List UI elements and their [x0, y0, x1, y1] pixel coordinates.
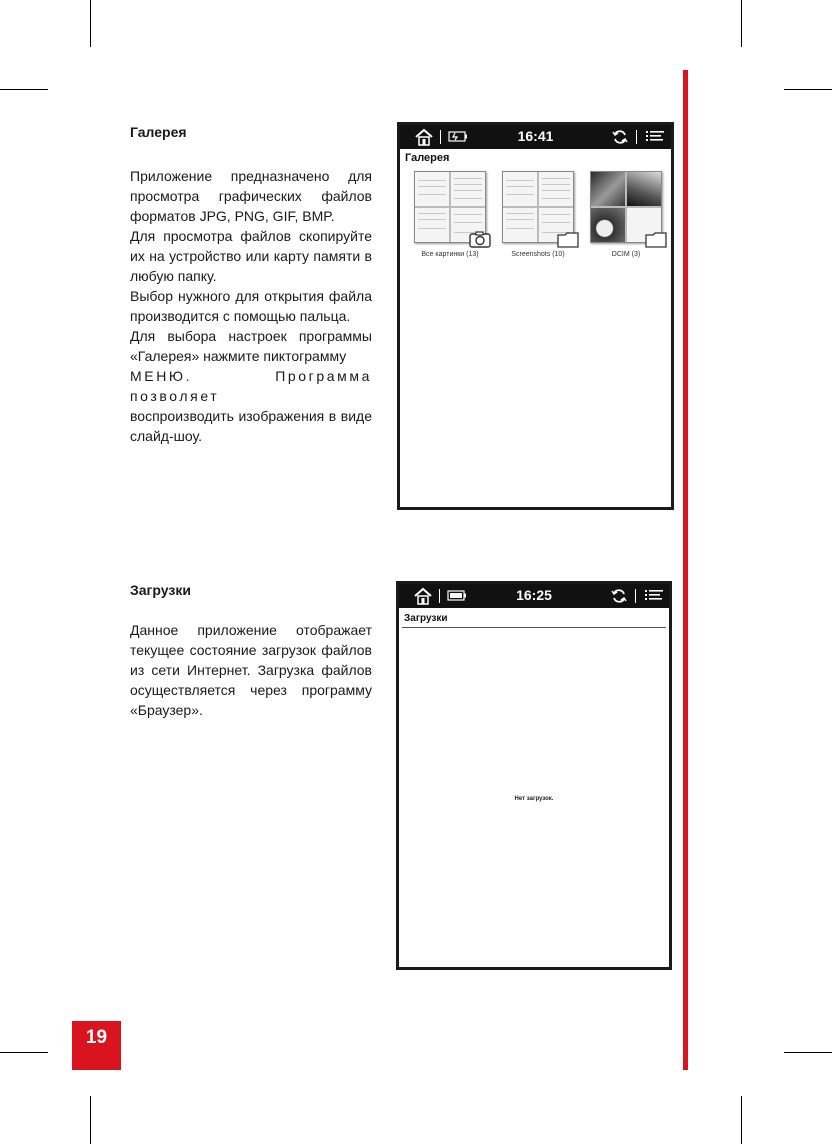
downloads-screenshot	[396, 581, 672, 970]
menu-icon[interactable]	[646, 130, 664, 144]
status-bar	[400, 125, 671, 149]
album-dcim[interactable]	[590, 171, 662, 258]
album-thumbnail	[502, 171, 574, 243]
crop-mark	[0, 89, 48, 90]
thumb-cell	[539, 172, 573, 206]
section-text-gallery	[130, 166, 372, 446]
album-label: DCIM (3)	[611, 251, 641, 258]
thumb-cell	[591, 172, 625, 206]
paragraph: МЕНЮ. Программа позволяет	[130, 368, 372, 404]
crop-mark	[0, 1052, 48, 1053]
album-thumbnail	[414, 171, 486, 243]
clock: 16:25	[516, 587, 552, 603]
album-label: Screenshots (10)	[511, 251, 565, 258]
divider	[636, 130, 637, 144]
paragraph: Приложение предназначено для просмотра графических файлов форматов JPG, PNG, GIF, BMP.	[130, 168, 372, 224]
crop-mark	[90, 0, 91, 47]
paragraph: Для просмотра файлов скопируйте их на устройство или карту памяти в любую папку.	[130, 228, 372, 284]
app-title: Галерея	[405, 152, 450, 164]
section-heading-gallery: Галерея	[130, 124, 187, 140]
paragraph: Данное приложение отображает текущее состояние загрузок файлов из сети Интернет. Загрузка файлов осуществляется через программу «Браузер».	[130, 622, 372, 718]
thumb-cell	[591, 208, 625, 242]
status-bar	[399, 584, 669, 608]
album-label: Все картинки (13)	[421, 251, 479, 258]
thumb-cell	[627, 172, 661, 206]
thumb-cell	[503, 172, 537, 206]
crop-mark	[741, 1096, 742, 1144]
crop-mark	[90, 1096, 91, 1144]
sync-icon[interactable]	[612, 129, 628, 145]
section-heading-downloads: Загрузки	[130, 582, 191, 598]
thumb-cell	[415, 172, 449, 206]
album-thumbnail	[590, 171, 662, 243]
menu-icon[interactable]	[645, 589, 663, 603]
thumb-cell	[415, 208, 449, 242]
thumb-cell	[451, 172, 485, 206]
page-edge-bar	[683, 70, 688, 1070]
paragraph: воспроизводить изображения в виде слайд-шоу.	[130, 408, 372, 444]
app-title: Загрузки	[404, 613, 448, 624]
thumb-cell	[503, 208, 537, 242]
divider	[635, 589, 636, 603]
clock: 16:41	[517, 128, 554, 144]
gallery-screenshot	[397, 122, 674, 510]
album-all-pictures[interactable]	[414, 171, 486, 258]
paragraph: Для выбора настроек программы «Галерея» нажмите пиктограмму	[130, 328, 372, 364]
paragraph: Выбор нужного для открытия файла производится с помощью пальца.	[130, 288, 372, 324]
sync-icon[interactable]	[611, 588, 627, 604]
camera-icon	[469, 231, 491, 248]
page-number: 19	[72, 1021, 121, 1070]
crop-mark	[784, 89, 832, 90]
crop-mark	[784, 1052, 832, 1053]
album-screenshots[interactable]	[502, 171, 574, 258]
folder-icon	[645, 231, 667, 248]
section-text-downloads	[130, 620, 372, 720]
folder-icon	[557, 231, 579, 248]
crop-mark	[741, 0, 742, 47]
empty-downloads-message: Нет загрузок.	[514, 796, 554, 802]
title-separator	[402, 627, 666, 628]
